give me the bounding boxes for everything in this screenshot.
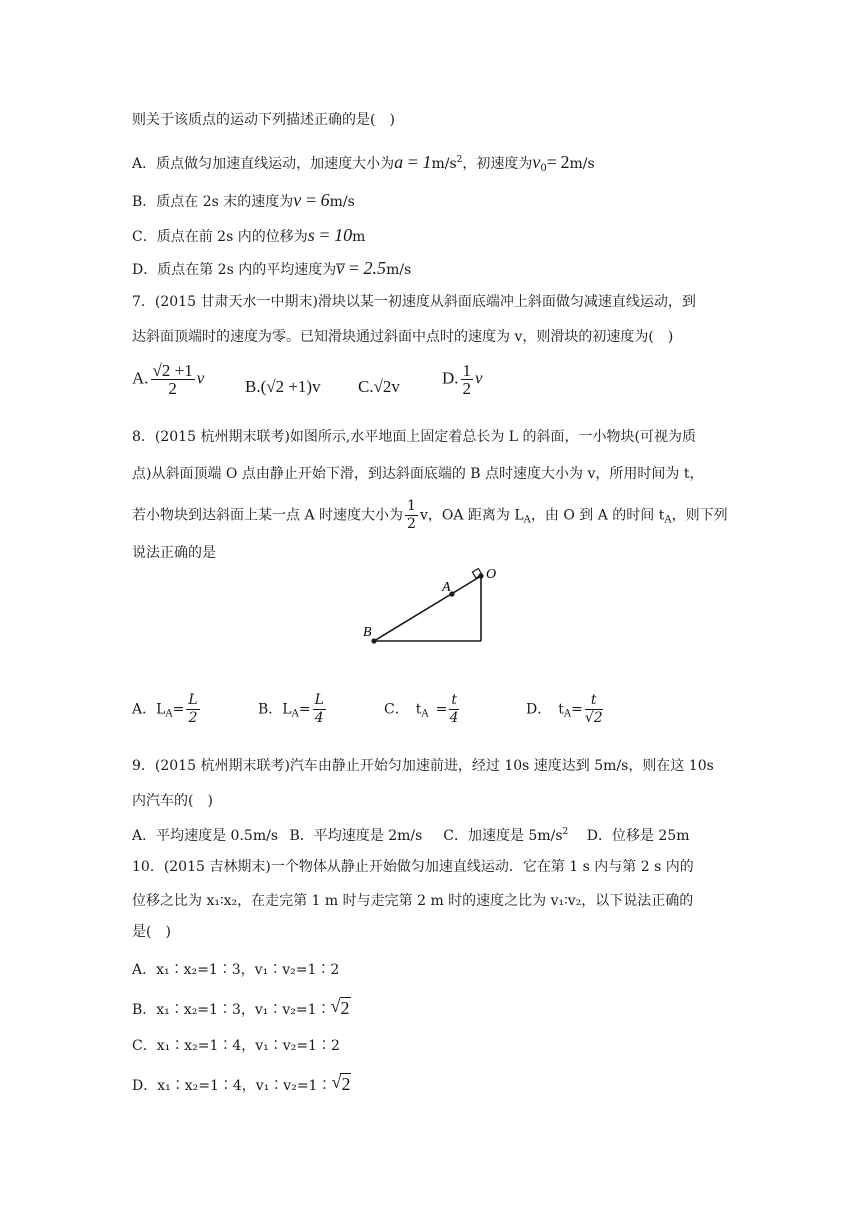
q8-option-a-label: A．L — [132, 701, 166, 718]
q7-option-a — [132, 362, 204, 397]
incline-figure — [360, 566, 510, 650]
q8-option-b-num: L — [314, 692, 324, 708]
q8-option-a — [132, 692, 202, 727]
q8-line-4: 说法正确的是 — [132, 545, 216, 561]
q6-option-a-v0-value: = 2 — [546, 152, 570, 172]
q7-line-1: 7．(2015 甘肃天水一中期末)滑块以某一初速度从斜面底端冲上斜面做匀减速直线运动，到 — [132, 294, 696, 310]
q8-option-c-eq: = — [428, 701, 448, 718]
q6-option-a-accel-unit: m/s — [431, 156, 457, 172]
q8-line-2: 点)从斜面顶端 O 点由静止开始下滑，到达斜面底端的 B 点时速度大小为 v，所用时间为 t， — [132, 466, 704, 482]
q8-option-b-den: 4 — [314, 710, 324, 726]
q6-option-d-text: D．质点在第 2s 内的平均速度为 — [132, 262, 337, 278]
q9-line-2: 内汽车的( ) — [132, 793, 213, 809]
q8-option-c — [384, 692, 461, 727]
q8-option-b-eq: = — [298, 701, 311, 718]
q10-option-d — [132, 1074, 351, 1096]
q6-option-a-v0-unit: m/s — [569, 156, 595, 172]
q9-options: A．平均速度是 0.5m/s B．平均速度是 2m/s C．加速度是 $5m/s^2$ D．位移是 25m — [132, 827, 690, 844]
q10-option-b — [132, 998, 351, 1020]
q6-option-c — [132, 225, 365, 247]
q6-option-a-accel: a = 1 — [394, 152, 432, 172]
q7-option-d-numerator: 1 — [462, 361, 472, 380]
q7-option-c: C.√2v — [358, 377, 400, 396]
q10-line-2: 位移之比为 x₁∶x₂，在走完第 1 m 时与走完第 2 m 时的速度之比为 v₁∶v₂，以下说法正确的 — [132, 893, 694, 909]
point-b — [371, 638, 376, 643]
q7-option-d-var: v — [475, 368, 483, 388]
q10-option-a: A．x₁∶x₂=1∶3，v₁∶v₂=1∶2 — [132, 962, 340, 978]
q10-option-d-text: D．x₁∶x₂=1∶4，v₁∶v₂=1∶ — [132, 1078, 332, 1094]
q8-line-3-pre: 若小物块到达斜面上某一点 A 时速度大小为 — [132, 507, 404, 524]
q6-option-a-v0: v — [532, 152, 541, 172]
q7-option-a-numerator: √2 +1 — [152, 361, 193, 380]
q6-option-a: A．质点做匀加速直线运动，加速度大小为$a = 1m/s^2$，初速度为$v_0= 2m/s$ — [132, 152, 595, 174]
q7-line-2: 达斜面顶端时的速度为零。已知滑块通过斜面中点时的速度为 v，则滑块的初速度为( ) — [132, 329, 674, 345]
q6-option-b-value: v = 6 — [293, 190, 330, 210]
slope-line — [374, 576, 481, 641]
q7-option-d-label: D. — [442, 368, 459, 388]
q6-option-b-text: B．质点在 2s 末的速度为 — [132, 194, 294, 210]
q8-option-a-den: 2 — [188, 710, 198, 726]
q6-option-c-unit: m — [352, 229, 366, 245]
q8-option-c-label: C． t — [384, 701, 422, 718]
q10-option-d-root: 2 — [341, 1074, 351, 1094]
q7-option-d-denominator: 2 — [462, 379, 472, 398]
q7-option-a-label: A. — [132, 368, 149, 388]
q6-option-d-unit: m/s — [386, 262, 412, 278]
q9-options-tail: D．位移是 25m — [568, 828, 690, 844]
q8-line-3-post3: ，则下列 — [671, 507, 728, 524]
q10-option-b-root: 2 — [340, 998, 350, 1018]
q8-option-a-sub: A — [165, 708, 173, 720]
q8-option-a-num: L — [188, 692, 198, 708]
q8-line-3-frac-num: 1 — [407, 498, 416, 514]
q8-line-3-frac-den: 2 — [407, 516, 416, 532]
label-b: B — [363, 625, 372, 640]
q7-option-b: B.(√2 +1)v — [245, 377, 321, 396]
label-a: A — [442, 580, 451, 595]
q6-option-b — [132, 190, 355, 212]
point-o — [478, 573, 483, 578]
q8-option-b — [258, 692, 328, 727]
q8-line-3-post2: ，由 O 到 A 的时间 t — [530, 507, 665, 524]
q7-option-d — [442, 362, 483, 397]
q8-option-d-num: t — [585, 692, 603, 710]
q8-line-3: 若小物块到达斜面上某一点 A 时速度大小为 $\frac{1}{2}$ v，OA 距离为 $L_A$，由 O 到 A 的时间 $t_A$，则下列 — [132, 498, 728, 532]
q6-option-a-text: A．质点做匀加速直线运动，加速度大小为 — [132, 156, 395, 172]
q10-line-1: 10．(2015 吉林期末)一个物体从静止开始做匀加速直线运动．它在第 1 s 内与第 2 s 内的 — [132, 859, 694, 875]
q8-option-c-num: t — [451, 692, 457, 708]
q6-option-c-value: s = 10 — [307, 225, 353, 245]
q8-line-3-post: v，OA 距离为 L — [419, 507, 524, 524]
q10-option-c: C．x₁∶x₂=1∶4，v₁∶v₂=1∶2 — [132, 1038, 340, 1054]
q7-option-a-denominator: 2 — [168, 379, 177, 398]
q6-option-d — [132, 258, 411, 280]
q10-option-b-text: B．x₁∶x₂=1∶3，v₁∶v₂=1∶ — [132, 1002, 331, 1018]
q6-option-a-mid: ，初速度为 — [462, 156, 533, 172]
q8-option-d-eq: = — [571, 701, 583, 718]
q8-option-b-sub: A — [291, 708, 299, 720]
q8-line-1: 8．(2015 杭州期末联考)如图所示,水平地面上固定着总长为 L 的斜面，一小物块(可视为质 — [132, 429, 697, 445]
q6-option-d-value: v̅ = 2.5 — [336, 258, 387, 278]
q10-line-3: 是( ) — [132, 924, 171, 940]
q8-option-d-label: D． t — [526, 701, 564, 718]
q8-option-c-den: 4 — [449, 710, 459, 726]
q7-option-a-var: v — [196, 368, 205, 388]
q8-option-d — [526, 692, 605, 727]
q8-option-a-eq: = — [172, 701, 185, 718]
q6-stem: 则关于该质点的运动下列描述正确的是( ) — [132, 112, 395, 128]
q8-option-d-den: √2 — [584, 710, 603, 726]
q9-options-text: A．平均速度是 0.5m/s B．平均速度是 2m/s C．加速度是 5m/s — [132, 828, 563, 844]
q9-line-1: 9．(2015 杭州期末联考)汽车由静止开始匀加速前进，经过 10s 速度达到 5m/s，则在这 10s — [132, 758, 714, 774]
label-o: O — [486, 567, 497, 582]
q8-option-d-sub: A — [563, 708, 572, 720]
q6-option-c-text: C．质点在前 2s 内的位移为 — [132, 229, 308, 245]
q6-option-b-unit: m/s — [329, 194, 355, 210]
q8-option-c-sub: A — [421, 708, 429, 720]
q8-option-b-label: B．L — [258, 701, 292, 718]
